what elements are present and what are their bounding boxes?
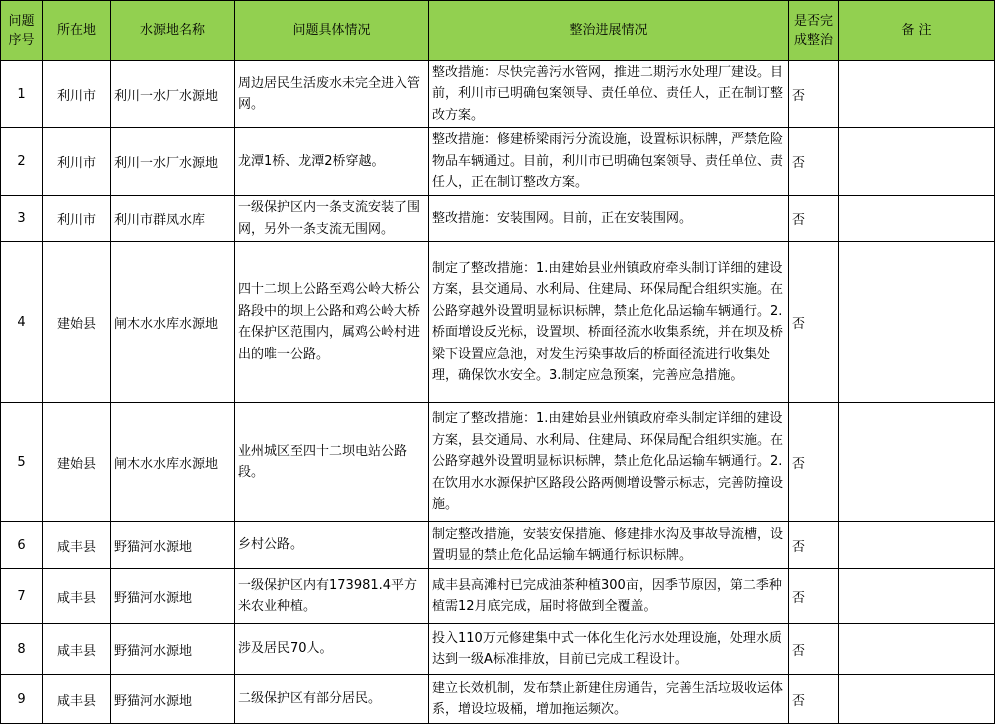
cell-source: 野猫河水源地	[111, 569, 235, 624]
header-note: 备 注	[839, 1, 995, 61]
cell-progress: 制定整改措施，安装安保措施、修建排水沟及事故导流槽，设置明显的禁止危化品运输车辆通行标识标牌。	[429, 522, 789, 569]
table-row	[1, 196, 995, 242]
cell-done: 否	[789, 403, 839, 522]
cell-source: 利川市群凤水库	[111, 196, 235, 242]
cell-note	[839, 403, 995, 522]
header-source: 水源地名称	[111, 1, 235, 61]
cell-done: 否	[789, 675, 839, 724]
cell-done: 否	[789, 522, 839, 569]
cell-note	[839, 569, 995, 624]
cell-progress: 整改措施：修建桥梁雨污分流设施，设置标识标牌，严禁危险物品车辆通过。目前，利川市已明确包案领导、责任单位、责任人，正在制订整改方案。	[429, 128, 789, 196]
cell-note	[839, 522, 995, 569]
cell-location: 咸丰县	[43, 675, 111, 724]
cell-issue: 乡村公路。	[235, 522, 429, 569]
cell-progress: 咸丰县高滩村已完成油茶种植300亩，因季节原因，第二季种植需12月底完成，届时将做到全覆盖。	[429, 569, 789, 624]
cell-issue: 二级保护区有部分居民。	[235, 675, 429, 724]
header-done: 是否完成整治	[789, 1, 839, 61]
cell-location: 咸丰县	[43, 522, 111, 569]
cell-progress: 制定了整改措施：1.由建始县业州镇政府牵头制定详细的建设方案，县交通局、水利局、住建局、环保局配合组织实施。在公路穿越外设置明显标识标牌，禁止危化品运输车辆通行。2.在饮用水水源保护区路段公路两侧增设警示标志，完善防撞设施。	[429, 403, 789, 522]
cell-issue: 周边居民生活废水未完全进入管网。	[235, 61, 429, 128]
cell-note	[839, 624, 995, 675]
cell-note	[839, 61, 995, 128]
cell-done: 否	[789, 61, 839, 128]
cell-done: 否	[789, 624, 839, 675]
cell-done: 否	[789, 128, 839, 196]
cell-source: 野猫河水源地	[111, 675, 235, 724]
cell-issue: 业州城区至四十二坝电站公路段。	[235, 403, 429, 522]
cell-note	[839, 128, 995, 196]
table-row	[1, 61, 995, 128]
header-progress: 整治进展情况	[429, 1, 789, 61]
cell-location: 咸丰县	[43, 624, 111, 675]
cell-issue: 四十二坝上公路至鸡公岭大桥公路段中的坝上公路和鸡公岭大桥在保护区范围内，属鸡公岭村进出的唯一公路。	[235, 242, 429, 403]
header-row	[1, 1, 995, 61]
cell-note	[839, 675, 995, 724]
header-location: 所在地	[43, 1, 111, 61]
cell-note	[839, 242, 995, 403]
cell-progress: 整改措施：尽快完善污水管网，推进二期污水处理厂建设。目前，利川市已明确包案领导、责任单位、责任人，正在制订整改方案。	[429, 61, 789, 128]
cell-no: 4	[1, 242, 43, 403]
cell-source: 野猫河水源地	[111, 624, 235, 675]
cell-done: 否	[789, 242, 839, 403]
cell-progress: 投入110万元修建集中式一体化生化污水处理设施，处理水质达到一级A标准排放，目前已完成工程设计。	[429, 624, 789, 675]
table-row	[1, 128, 995, 196]
cell-issue: 龙潭1桥、龙潭2桥穿越。	[235, 128, 429, 196]
cell-progress: 制定了整改措施：1.由建始县业州镇政府牵头制订详细的建设方案，县交通局、水利局、住建局、环保局配合组织实施。在公路穿越外设置明显标识标牌，禁止危化品运输车辆通行。2.桥面增设反光标，设置坝、桥面径流水收集系统，并在坝及桥梁下设置应急池，对发生污染事故后的桥面径流进行收集处理，确保饮水安全。3.制定应急预案，完善应急措施。	[429, 242, 789, 403]
cell-progress: 建立长效机制，发布禁止新建住房通告，完善生活垃圾收运体系，增设垃圾桶，增加拖运频次。	[429, 675, 789, 724]
cell-location: 利川市	[43, 196, 111, 242]
cell-issue: 一级保护区内有173981.4平方米农业种植。	[235, 569, 429, 624]
table-row	[1, 675, 995, 724]
table-row	[1, 569, 995, 624]
header-issue: 问题具体情况	[235, 1, 429, 61]
cell-no: 1	[1, 61, 43, 128]
cell-source: 野猫河水源地	[111, 522, 235, 569]
table-row	[1, 403, 995, 522]
cell-note	[839, 196, 995, 242]
cell-done: 否	[789, 569, 839, 624]
cell-location: 利川市	[43, 128, 111, 196]
table-row	[1, 242, 995, 403]
header-no: 问题序号	[1, 1, 43, 61]
cell-source: 闸木水水库水源地	[111, 242, 235, 403]
cell-no: 7	[1, 569, 43, 624]
cell-issue: 一级保护区内一条支流安装了围网，另外一条支流无围网。	[235, 196, 429, 242]
table-row	[1, 624, 995, 675]
cell-source: 闸木水水库水源地	[111, 403, 235, 522]
cell-location: 建始县	[43, 403, 111, 522]
cell-no: 9	[1, 675, 43, 724]
cell-source: 利川一水厂水源地	[111, 61, 235, 128]
cell-progress: 整改措施：安装围网。目前，正在安装围网。	[429, 196, 789, 242]
cell-location: 咸丰县	[43, 569, 111, 624]
cell-location: 建始县	[43, 242, 111, 403]
cell-issue: 涉及居民70人。	[235, 624, 429, 675]
cell-location: 利川市	[43, 61, 111, 128]
cell-no: 3	[1, 196, 43, 242]
cell-done: 否	[789, 196, 839, 242]
cell-no: 8	[1, 624, 43, 675]
cell-no: 5	[1, 403, 43, 522]
cell-no: 2	[1, 128, 43, 196]
cell-no: 6	[1, 522, 43, 569]
table-row	[1, 522, 995, 569]
cell-source: 利川一水厂水源地	[111, 128, 235, 196]
